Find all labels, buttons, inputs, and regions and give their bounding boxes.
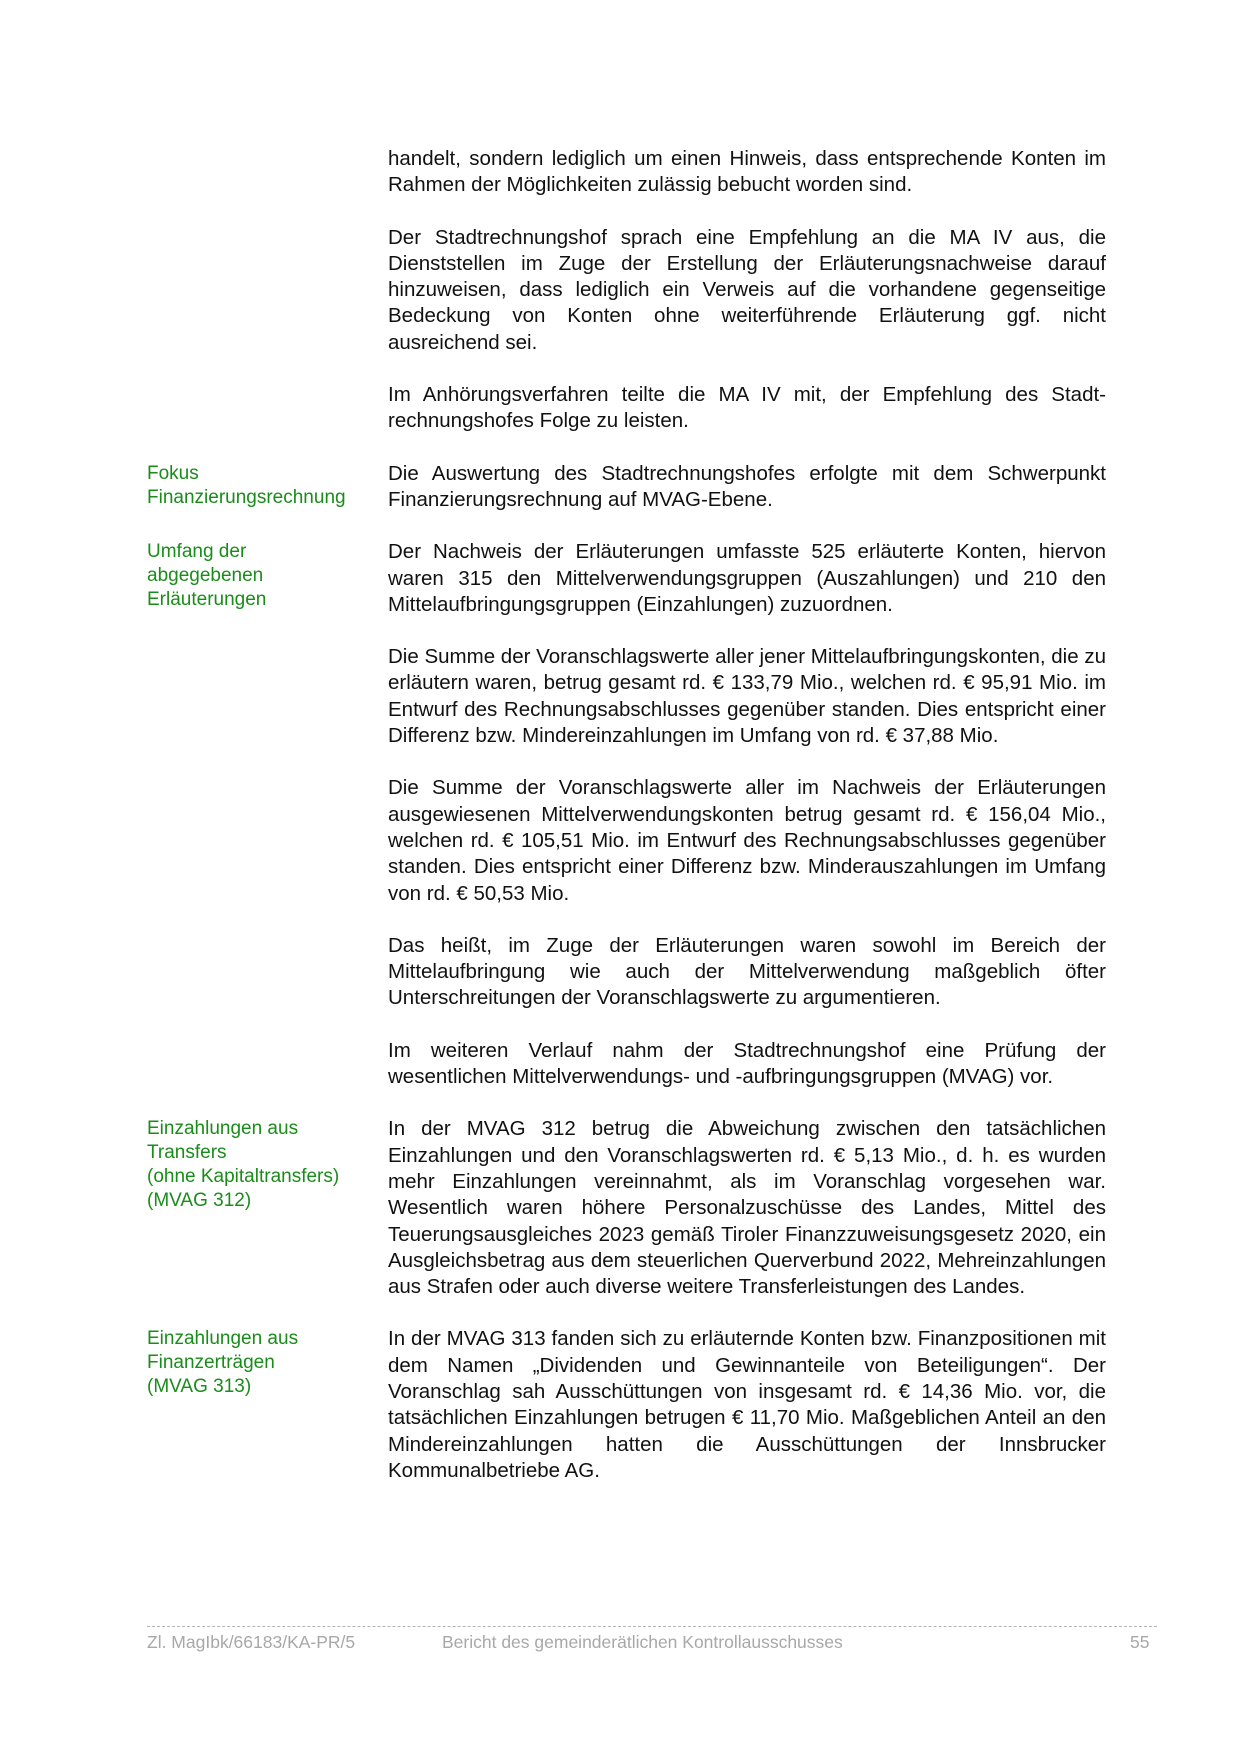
- footer-divider: [147, 1626, 1157, 1627]
- report-content: [147, 146, 1107, 1510]
- paragraph: Im weiteren Verlauf nahm der Stadtrechnungshof eine Prüfung der wesentlichen Mittelverwendungs- und -aufbringungsgruppen (MVAG) vor.: [388, 1038, 1106, 1089]
- margin-label: [147, 1326, 388, 1484]
- margin-label: [147, 1116, 388, 1300]
- margin-label: [147, 461, 388, 514]
- paragraph: Die Summe der Voranschlagswerte aller im Nachweis der Erläuterungen ausgewiesenen Mittelverwendungskonten betrug gesamt rd. € 156,04 Mio., welchen rd. € 105,51 Mio. im Entwurf des Rechnungsabschlusses gegenüber standen. Dies entspricht einer Differenz bzw. Minderauszahlungen im Umfang von rd. € 50,53 Mio.: [388, 776, 1106, 905]
- section: [147, 933, 1107, 1012]
- paragraph: Die Auswertung des Stadtrechnungshofes erfolgte mit dem Schwerpunkt Finanzierungsrechnung auf MVAG-Ebene.: [388, 461, 1106, 511]
- margin-label-line: Einzahlungen aus: [147, 1118, 299, 1140]
- margin-label-line: Finanzierungsrechnung: [147, 486, 346, 508]
- margin-label: [147, 775, 388, 906]
- margin-label: [147, 1038, 388, 1091]
- paragraph: handelt, sondern lediglich um einen Hinweis, dass entsprechende Konten im Rahmen der Möglichkeiten zulässig bebucht worden sind.: [388, 147, 1106, 197]
- section: [147, 1326, 1107, 1484]
- section: [147, 146, 1107, 199]
- margin-label-line: (ohne Kapitaltransfers): [147, 1166, 340, 1188]
- margin-label: [147, 225, 388, 356]
- paragraph: Der Nachweis der Erläuterungen umfasste 525 erläuterte Konten, hiervon waren 315 den Mittelverwendungsgruppen (Auszahlungen) und 210 den Mittelaufbringungsgruppen (Einzahlungen) zuzuordnen.: [388, 540, 1106, 616]
- margin-label-line: Transfers: [147, 1142, 227, 1164]
- section: [147, 775, 1107, 906]
- margin-label: [147, 539, 388, 618]
- footer-reference: Zl. MagIbk/66183/KA-PR/5: [147, 1632, 356, 1652]
- section: [147, 644, 1107, 749]
- section: [147, 461, 1107, 514]
- section: [147, 382, 1107, 435]
- margin-label-line: Erläuterungen: [147, 589, 267, 611]
- margin-label-line: Einzahlungen aus: [147, 1328, 299, 1350]
- paragraph: Das heißt, im Zuge der Erläuterungen waren sowohl im Bereich der Mittelaufbringung wie auch der Mittelverwendung maßgeblich öfter Unterschreitungen der Voranschlagswerte zu argumentieren.: [388, 933, 1106, 1010]
- margin-label-line: (MVAG 312): [147, 1190, 252, 1212]
- paragraph: In der MVAG 312 betrug die Abweichung zwischen den tatsächlichen Einzahlungen und den Voranschlagswerten rd. € 5,13 Mio., d. h. es wurden mehr Einzahlungen vereinnahmt, als im Voranschlag vorgesehen war. Wesentlich waren höhere Personalzuschüsse des Landes, Mittel des Teuerungsausgleiches 2023 gemäß Tiroler Finanzzuweisungsgesetz 2020, ein Ausgleichsbetrag aus dem steuerlichen Querverbund 2022, Mehreinzahlungen aus Strafen oder auch diverse weitere Transferleistungen des Landes.: [388, 1117, 1106, 1299]
- margin-label-line: (MVAG 313): [147, 1376, 252, 1398]
- margin-label: [147, 933, 388, 1012]
- margin-label: [147, 644, 388, 749]
- margin-label-line: Finanzerträgen: [147, 1352, 275, 1374]
- margin-label-line: Fokus: [147, 462, 199, 484]
- margin-label-line: Umfang der: [147, 541, 247, 563]
- paragraph: Die Summe der Voranschlagswerte aller jener Mittelaufbringungskonten, die zu erläutern waren, betrug gesamt rd. € 133,79 Mio., welchen rd. € 95,91 Mio. im Entwurf des Rechnungsabschlusses gegenüber standen. Dies entspricht einer Differenz bzw. Mindereinzahlungen im Umfang von rd. € 37,88 Mio.: [388, 645, 1106, 748]
- margin-label: [147, 382, 388, 435]
- paragraph: Im Anhörungsverfahren teilte die MA IV mit, der Empfehlung des Stadtrechnungshofes Folge zu leisten.: [388, 383, 1106, 433]
- paragraph: In der MVAG 313 fanden sich zu erläuternde Konten bzw. Finanzpositionen mit dem Namen „Dividenden und Gewinnanteile von Beteiligungen“. Der Voranschlag sah Ausschüttungen von insgesamt rd. € 14,36 Mio. vor, die tatsächlichen Einzahlungen betrugen € 11,70 Mio. Maßgeblichen Anteil an den Mindereinzahlungen hatten die Ausschüttungen der Innsbrucker Kommunalbetriebe AG.: [388, 1327, 1106, 1482]
- section: [147, 1038, 1107, 1091]
- margin-label-line: abgegebenen: [147, 565, 264, 587]
- page-number: 55: [1130, 1632, 1150, 1652]
- paragraph: Der Stadtrechnungshof sprach eine Empfehlung an die MA IV aus, die Dienststellen im Zuge der Erstellung der Erläuterungsnachweise darauf hinzuweisen, dass lediglich ein Verweis auf die vorhandene gegenseitige Bedeckung von Konten ohne weiterführende Erläuterung ggf. nicht ausreichend sei.: [388, 225, 1106, 354]
- section: [147, 539, 1107, 618]
- margin-label: [147, 146, 388, 199]
- section: [147, 225, 1107, 356]
- footer-title: Bericht des gemeinderätlichen Kontrollausschusses: [442, 1632, 843, 1652]
- section: [147, 1116, 1107, 1300]
